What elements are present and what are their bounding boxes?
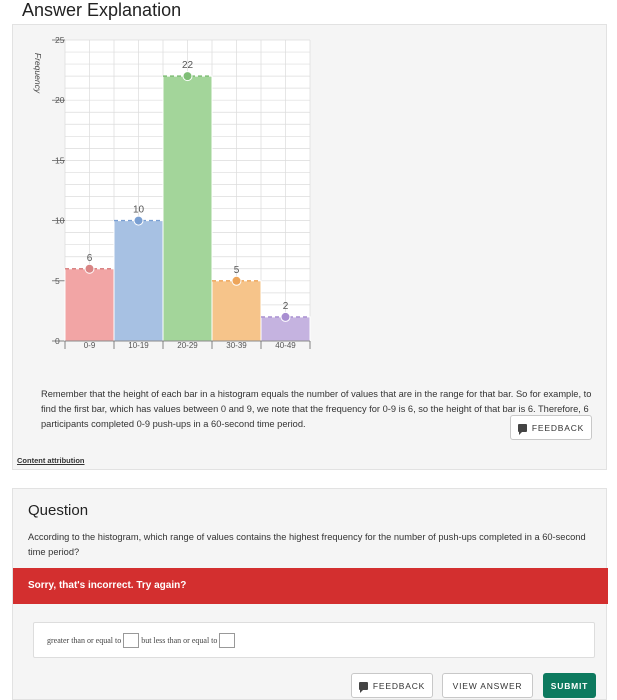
bar-top-marker [281,312,290,321]
view-answer-button[interactable]: VIEW ANSWER [442,673,533,698]
question-feedback-button[interactable] [351,673,433,698]
lower-bound-input[interactable] [123,633,139,648]
y-tick-label: 0 [55,336,60,346]
histogram-chart [13,25,333,355]
explanation-feedback-label: FEEDBACK [531,422,585,433]
feedback-icon [518,424,527,432]
y-tick-label: 10 [55,215,65,226]
question-heading: Question [28,502,89,519]
bar-value-label: 22 [181,60,194,72]
submit-button[interactable]: SUBMIT [543,673,596,698]
upper-bound-input[interactable] [219,633,235,648]
histogram-bar [163,76,212,341]
explanation-panel [12,24,607,470]
y-tick-label: 5 [55,275,60,286]
error-banner: Sorry, that's incorrect. Try again? [13,568,608,604]
feedback-icon [359,682,368,690]
histogram-bar [65,269,114,341]
bar-value-label: 6 [86,252,93,264]
explanation-text: Remember that the height of each bar in a histogram equals the number of values that are in the range for that bar. So for example, to find the first bar, which has values between 0 and 9, we note that the frequency for 0-9 is 6, so the height of that bar is 6. Therefore, 6 participants completed 0-9 push-ups in a 60-second time period. [41,389,592,429]
page-title: Answer Explanation [22,0,182,20]
y-tick-label: 20 [55,95,65,106]
content-attribution-link[interactable]: Content attribution [17,456,85,465]
x-tick-label: 0-9 [83,341,96,350]
x-tick-label: 10-19 [128,341,149,350]
bar-value-label: 10 [132,204,145,216]
question-text: According to the histogram, which range of values contains the highest frequency for the number of push-ups completed in a 60-second time period? [28,532,586,557]
bar-value-label: 5 [233,264,240,276]
answer-middle-label: but less than or equal to [141,635,218,645]
question-feedback-label: FEEDBACK [372,680,426,691]
x-tick-label: 20-29 [177,341,198,350]
histogram-bar [212,281,261,341]
answer-prefix-label: greater than or equal to [47,635,122,645]
x-tick-label: 40-49 [275,341,296,350]
bar-top-marker [85,264,94,273]
y-tick-label: 15 [55,155,65,166]
bar-top-marker [183,72,192,81]
bar-value-label: 2 [282,300,289,312]
histogram-bar [114,221,163,341]
explanation-feedback-button[interactable] [510,415,592,440]
answer-area [33,622,595,658]
bar-top-marker [134,216,143,225]
x-tick-label: 30-39 [226,341,247,350]
bar-top-marker [232,276,241,285]
y-axis-label: Frequency [33,52,43,94]
y-tick-label: 25 [55,35,65,45]
question-panel [12,488,607,700]
